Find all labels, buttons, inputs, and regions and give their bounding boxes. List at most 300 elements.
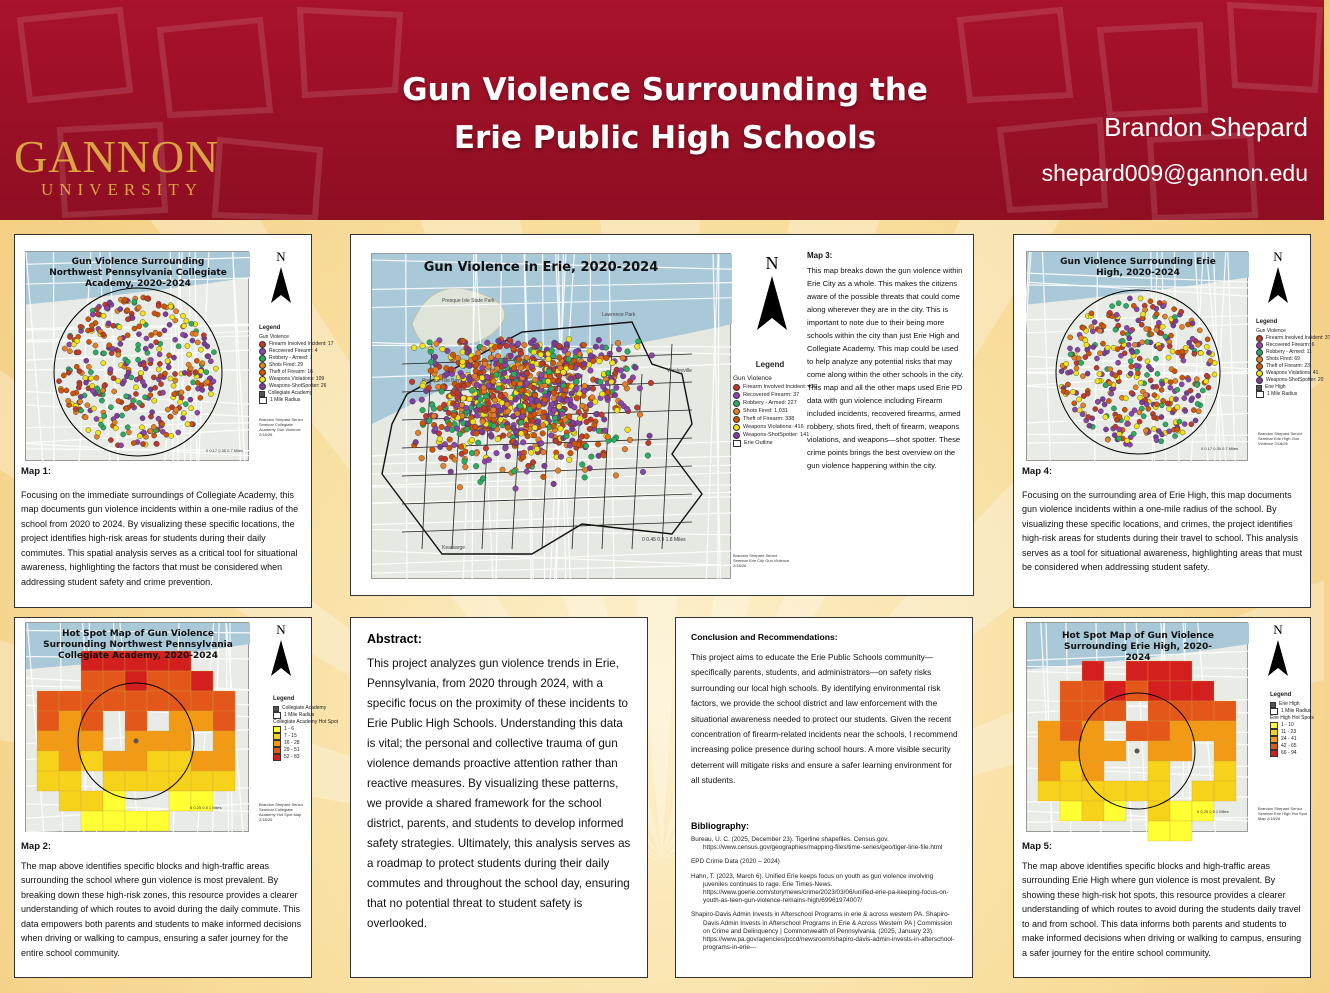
legend-title: Legend xyxy=(1256,319,1278,325)
incident-dot xyxy=(1137,356,1142,361)
incident-dot xyxy=(200,361,205,366)
incident-dot xyxy=(428,368,434,374)
incident-dot xyxy=(1128,359,1133,364)
legend-label: Collegiate Academy xyxy=(268,390,313,396)
incident-dot xyxy=(142,395,147,400)
incident-dot xyxy=(624,366,630,372)
legend-label: Firearm Involved Incident: 37 xyxy=(1266,335,1330,341)
incident-dot xyxy=(83,375,88,380)
hotspot-block xyxy=(1148,821,1170,841)
north-arrow-icon xyxy=(1266,638,1290,678)
incident-dot xyxy=(438,456,444,462)
map3-scale: 0 0.45 0.9 1.8 Miles xyxy=(642,537,686,543)
incident-dot xyxy=(502,370,508,376)
legend-title: Legend xyxy=(273,696,295,702)
legend-item xyxy=(259,397,311,404)
map2-image xyxy=(25,622,249,832)
incident-dot xyxy=(593,411,599,417)
map4-title: Gun Violence Surrounding Erie High, 2020-2024 xyxy=(1060,257,1216,278)
incident-dot xyxy=(574,379,580,385)
incident-dot xyxy=(1123,303,1128,308)
incident-dot xyxy=(538,352,544,358)
incident-dot xyxy=(569,426,575,432)
legend-label: Shots Fired: 69 xyxy=(1266,356,1300,362)
legend-swatch xyxy=(733,432,740,439)
incident-dot xyxy=(488,432,494,438)
incident-dot xyxy=(529,364,535,370)
incident-dot xyxy=(458,444,464,450)
incident-dot xyxy=(93,343,98,348)
bibliography-list xyxy=(691,836,959,958)
incident-dot xyxy=(101,313,106,318)
incident-dot xyxy=(116,398,121,403)
incident-dot xyxy=(1074,366,1079,371)
legend-label: Erie Outline xyxy=(744,440,773,446)
incident-dot xyxy=(572,405,578,411)
incident-dot xyxy=(549,348,555,354)
incident-dot xyxy=(503,446,509,452)
incident-dot xyxy=(86,317,91,322)
incident-dot xyxy=(455,355,461,361)
incident-dot xyxy=(1064,361,1069,366)
legend-swatch xyxy=(1270,743,1278,750)
incident-dot xyxy=(476,350,482,356)
incident-dot xyxy=(601,453,607,459)
incident-dot xyxy=(561,370,567,376)
incident-dot xyxy=(152,398,157,403)
legend-item xyxy=(259,390,311,397)
incident-dot xyxy=(546,356,552,362)
place-label: Presque Isle State Park xyxy=(442,298,495,304)
incident-dot xyxy=(526,463,532,469)
incident-dot xyxy=(499,400,505,406)
legend-label: Weapons Violations: 41 xyxy=(1266,370,1319,376)
north-arrow-icon xyxy=(269,638,293,678)
legend-swatch xyxy=(733,424,740,431)
abstract-body: This project analyzes gun violence trends in Erie, Pennsylvania, from 2020 through 2024, with a specific focus on the proximity of these incidents to Erie Public High Schools. Understanding this data is vital; the personal and collective trauma of gun violence demands proactive attention rather than reactive measures. By visualizing these patterns, we provide a shared framework for the school district, parents, and students to develop informed safety strategies. Ultimately, this analysis serves as a roadmap to protect students during their daily commutes and throughout the school day, ensuring that no potential threat to student safety is overlooked. xyxy=(367,657,631,930)
legend-swatch xyxy=(259,369,266,376)
incident-dot xyxy=(118,443,123,448)
incident-dot xyxy=(1138,395,1143,400)
legend-swatch xyxy=(1256,349,1263,356)
map2-panel xyxy=(14,617,339,978)
incident-dot xyxy=(1138,380,1143,385)
incident-dot xyxy=(614,408,620,414)
incident-dot xyxy=(505,425,511,431)
incident-dot xyxy=(494,450,500,456)
incident-dot xyxy=(474,413,480,419)
gannon-logo xyxy=(14,131,220,200)
legend-item xyxy=(273,719,339,726)
legend-item xyxy=(1256,384,1310,391)
incident-dot xyxy=(444,365,450,371)
incident-dot xyxy=(78,399,83,404)
incident-dot xyxy=(413,439,419,445)
hotspot-block xyxy=(191,751,213,771)
hotspot-block xyxy=(1148,701,1170,721)
map1-credit: Brandon Shepard Senior Seminar Collegiate Academy Gun Violence 2/18/26 xyxy=(259,417,304,437)
incident-dot xyxy=(1163,422,1168,427)
incident-dot xyxy=(646,440,652,446)
incident-dot xyxy=(1095,399,1100,404)
incident-dot xyxy=(546,369,552,375)
incident-dot xyxy=(612,371,618,377)
incident-dot xyxy=(597,379,603,385)
legend-item xyxy=(1256,363,1310,370)
hotspot-block xyxy=(37,691,59,711)
incident-dot xyxy=(131,440,136,445)
map1-caption xyxy=(21,465,309,589)
incident-dot xyxy=(1182,421,1187,426)
incident-dot xyxy=(582,467,588,473)
map2-caption-label: Map 2: xyxy=(21,841,52,852)
incident-dot xyxy=(1089,324,1094,329)
incident-dot xyxy=(201,333,206,338)
place-label: Kearsarge xyxy=(442,545,466,551)
incident-dot xyxy=(457,431,463,437)
incident-dot xyxy=(174,407,179,412)
legend-swatch xyxy=(733,400,740,407)
incident-dot xyxy=(211,379,216,384)
incident-dot xyxy=(1146,406,1151,411)
incident-dot xyxy=(172,371,177,376)
map5-title: Hot Spot Map of Gun Violence Surrounding Erie High, 2020-2024 xyxy=(1062,631,1214,663)
incident-dot xyxy=(550,360,556,366)
legend-label: Firearm Involved Incident: 17 xyxy=(269,341,334,347)
incident-dot xyxy=(171,383,176,388)
hotspot-block xyxy=(1170,801,1192,821)
hotspot-block xyxy=(1060,701,1082,721)
map1-legend-items xyxy=(259,341,334,404)
incident-dot xyxy=(498,408,504,414)
incident-dot xyxy=(637,385,643,391)
map3-dots-layer xyxy=(372,254,732,580)
incident-dot xyxy=(568,364,574,370)
incident-dot xyxy=(1122,407,1127,412)
legend-item xyxy=(733,439,807,447)
incident-dot xyxy=(1129,390,1134,395)
incident-dot xyxy=(1193,418,1198,423)
legend-title: Legend xyxy=(1270,692,1292,698)
legend-item xyxy=(1270,708,1310,715)
incident-dot xyxy=(157,346,162,351)
conclusion-body: This project aims to educate the Erie Public Schools community—specifically parents, students, and administrators—on safety risks surrounding our local high schools. By identifying environmental risk factors, we provide the school district and law enforcement with the situational awareness needed to protect our students. Given the recent concentration of firearm-related incidents near the schools, I recommend increasing police presence during school hours. A more visible security deterrent will mitigate risks and ensure a safer learning environment for all students. xyxy=(691,652,958,786)
incident-dot xyxy=(579,462,585,468)
incident-dot xyxy=(94,416,99,421)
incident-dot xyxy=(144,336,149,341)
incident-dot xyxy=(176,430,181,435)
incident-dot xyxy=(570,420,576,426)
incident-dot xyxy=(1190,321,1195,326)
incident-dot xyxy=(1143,428,1148,433)
hotspot-block xyxy=(1060,681,1082,701)
incident-dot xyxy=(541,449,547,455)
incident-dot xyxy=(437,406,443,412)
map2-caption xyxy=(21,840,309,960)
incident-dot xyxy=(56,379,61,384)
incident-dot xyxy=(582,388,588,394)
incident-dot xyxy=(542,397,548,403)
incident-dot xyxy=(557,343,563,349)
incident-dot xyxy=(602,428,608,434)
incident-dot xyxy=(548,432,554,438)
hotspot-block xyxy=(213,691,235,711)
hotspot-block xyxy=(1104,801,1126,821)
incident-dot xyxy=(1124,421,1129,426)
incident-dot xyxy=(555,468,561,474)
legend-item xyxy=(259,348,318,355)
map4-caption-text: Focusing on the surrounding area of Erie High, this map documents gun violence incidents within a one-mile radius of the school. By visualizing these specific locations, and crimes, the project identifies high-risk areas for students during their travel to school. This analysis serves as a tool for situational awareness, highlighting areas that must be considered when addressing student safety. xyxy=(1022,489,1303,572)
legend-label: 1 Mile Radius xyxy=(1281,708,1312,714)
incident-dot xyxy=(1170,349,1175,354)
legend-swatch xyxy=(1256,342,1263,349)
incident-dot xyxy=(465,350,471,356)
incident-dot xyxy=(1186,377,1191,382)
incident-dot xyxy=(1180,375,1185,380)
legend-swatch xyxy=(259,391,265,397)
incident-dot xyxy=(587,426,593,432)
incident-dot xyxy=(138,370,143,375)
incident-dot xyxy=(491,407,497,413)
incident-dot xyxy=(176,344,181,349)
incident-dot xyxy=(1162,314,1167,319)
incident-dot xyxy=(545,379,551,385)
hotspot-block xyxy=(147,671,169,691)
incident-dot xyxy=(83,380,88,385)
incident-dot xyxy=(452,457,458,463)
incident-dot xyxy=(122,297,127,302)
incident-dot xyxy=(1188,388,1193,393)
incident-dot xyxy=(1116,436,1121,441)
incident-dot xyxy=(409,379,415,385)
incident-dot xyxy=(119,413,124,418)
author-email: shepard009@gannon.edu xyxy=(1041,160,1308,186)
logo-subtitle: UNIVERSITY xyxy=(41,180,203,199)
incident-dot xyxy=(132,299,137,304)
map3-caption-label: Map 3: xyxy=(807,251,833,260)
incident-dot xyxy=(160,390,165,395)
incident-dot xyxy=(563,387,569,393)
incident-dot xyxy=(572,441,578,447)
incident-dot xyxy=(536,419,542,425)
hotspot-block xyxy=(59,691,81,711)
hotspot-block xyxy=(125,671,147,691)
incident-dot xyxy=(1065,382,1070,387)
incident-dot xyxy=(574,385,580,391)
map5-image xyxy=(1026,622,1248,832)
incident-dot xyxy=(1094,356,1099,361)
hotspot-block xyxy=(1148,761,1170,781)
incident-dot xyxy=(481,346,487,352)
incident-dot xyxy=(1102,402,1107,407)
legend-swatch xyxy=(1256,363,1263,370)
incident-dot xyxy=(1196,409,1201,414)
incident-dot xyxy=(1089,311,1094,316)
hotspot-block xyxy=(81,671,103,691)
legend-label: Theft of Firearm: 16 xyxy=(269,369,313,375)
incident-dot xyxy=(649,353,655,359)
incident-dot xyxy=(469,388,475,394)
incident-dot xyxy=(1115,360,1120,365)
incident-dot xyxy=(101,332,106,337)
hotspot-block xyxy=(103,811,125,831)
incident-dot xyxy=(180,415,185,420)
incident-dot xyxy=(582,475,588,481)
incident-dot xyxy=(94,307,99,312)
map2-scale: 0 0.25 0.5 1 Miles xyxy=(190,805,222,810)
incident-dot xyxy=(118,336,123,341)
incident-dot xyxy=(172,392,177,397)
legend-label: Collegiate Academy xyxy=(282,705,327,711)
legend-label: Erie High xyxy=(1265,384,1286,390)
incident-dot xyxy=(124,406,129,411)
incident-dot xyxy=(524,469,530,475)
incident-dot xyxy=(1180,430,1185,435)
incident-dot xyxy=(479,375,485,381)
incident-dot xyxy=(1197,328,1202,333)
incident-dot xyxy=(200,387,205,392)
incident-dot xyxy=(524,370,530,376)
hotspot-block xyxy=(1192,781,1214,801)
incident-dot xyxy=(1159,414,1164,419)
incident-dot xyxy=(153,385,158,390)
legend-item xyxy=(273,754,313,761)
incident-dot xyxy=(430,447,436,453)
hotspot-block xyxy=(1214,761,1236,781)
incident-dot xyxy=(70,391,75,396)
incident-dot xyxy=(1140,340,1145,345)
legend-item xyxy=(273,712,313,719)
incident-dot xyxy=(1080,374,1085,379)
map2-title: Hot Spot Map of Gun Violence Surrounding Northwest Pennsylvania Collegiate Academy, 2020-2024 xyxy=(43,629,233,661)
incident-dot xyxy=(1198,350,1203,355)
incident-dot xyxy=(1165,401,1170,406)
incident-dot xyxy=(596,337,602,343)
incident-dot xyxy=(513,486,519,492)
incident-dot xyxy=(541,414,547,420)
legend-item xyxy=(1256,356,1310,363)
map4-legend xyxy=(1256,319,1330,398)
incident-dot xyxy=(551,423,557,429)
incident-dot xyxy=(1172,369,1177,374)
incident-dot xyxy=(137,400,142,405)
incident-dot xyxy=(460,359,466,365)
incident-dot xyxy=(1159,387,1164,392)
legend-swatch xyxy=(259,341,266,348)
incident-dot xyxy=(451,412,457,418)
incident-dot xyxy=(1114,312,1119,317)
incident-dot xyxy=(1093,406,1098,411)
incident-dot xyxy=(1068,369,1073,374)
incident-dot xyxy=(473,407,479,413)
incident-dot xyxy=(588,368,594,374)
hotspot-block xyxy=(147,751,169,771)
legend-item xyxy=(1256,349,1310,356)
legend-label: 24 - 41 xyxy=(1281,736,1297,742)
legend-swatch xyxy=(1256,385,1262,391)
legend-label: 16 - 28 xyxy=(284,740,300,746)
incident-dot xyxy=(518,365,524,371)
incident-dot xyxy=(1196,342,1201,347)
legend-title: Legend xyxy=(755,360,785,369)
incident-dot xyxy=(563,417,569,423)
legend-label: 52 - 83 xyxy=(284,754,300,760)
incident-dot xyxy=(1149,367,1154,372)
incident-dot xyxy=(541,474,547,480)
incident-dot xyxy=(135,347,140,352)
legend-item xyxy=(1270,729,1310,736)
legend-label: Weapons-ShotSpotter: 26 xyxy=(269,383,327,389)
incident-dot xyxy=(551,481,557,487)
incident-dot xyxy=(86,339,91,344)
hotspot-block xyxy=(169,671,191,691)
incident-dot xyxy=(1167,344,1172,349)
incident-dot xyxy=(627,437,633,443)
hotspot-block xyxy=(1170,741,1192,761)
map5-caption xyxy=(1022,840,1306,960)
incident-dot xyxy=(524,422,530,428)
incident-dot xyxy=(190,338,195,343)
conclusion-panel xyxy=(675,617,973,978)
incident-dot xyxy=(538,440,544,446)
hotspot-block xyxy=(1038,761,1060,781)
legend-subtitle: Gun Violence xyxy=(733,375,772,382)
incident-dot xyxy=(1112,433,1117,438)
incident-dot xyxy=(1097,351,1102,356)
hotspot-block xyxy=(103,791,125,811)
hotspot-block xyxy=(1104,741,1126,761)
incident-dot xyxy=(1205,337,1210,342)
incident-dot xyxy=(1109,391,1114,396)
incident-dot xyxy=(605,389,611,395)
incident-dot xyxy=(1114,417,1119,422)
place-label: Wesleyville xyxy=(667,368,692,374)
incident-dot xyxy=(84,358,89,363)
incident-dot xyxy=(1132,342,1137,347)
incident-dot xyxy=(647,433,653,439)
incident-dot xyxy=(558,454,564,460)
incident-dot xyxy=(64,388,69,393)
incident-dot xyxy=(452,421,458,427)
incident-dot xyxy=(1145,339,1150,344)
incident-dot xyxy=(589,395,595,401)
legend-label: Shots Fired: 1,031 xyxy=(743,408,788,414)
incident-dot xyxy=(599,412,605,418)
incident-dot xyxy=(148,357,153,362)
incident-dot xyxy=(1077,408,1082,413)
incident-dot xyxy=(1070,389,1075,394)
hotspot-block xyxy=(125,811,147,831)
incident-dot xyxy=(614,385,620,391)
incident-dot xyxy=(495,436,501,442)
legend-label: Firearm Involved Incident: 429 xyxy=(743,384,817,390)
incident-dot xyxy=(518,420,524,426)
hotspot-block xyxy=(1148,801,1170,821)
incident-dot xyxy=(500,433,506,439)
map1-panel xyxy=(14,234,334,608)
incident-dot xyxy=(607,351,613,357)
incident-dot xyxy=(1100,341,1105,346)
incident-dot xyxy=(634,344,640,350)
incident-dot xyxy=(102,413,107,418)
incident-dot xyxy=(1151,415,1156,420)
incident-dot xyxy=(1154,438,1159,443)
incident-dot xyxy=(157,361,162,366)
incident-dot xyxy=(636,339,642,345)
incident-dot xyxy=(441,463,447,469)
legend-item xyxy=(259,355,311,362)
incident-dot xyxy=(588,353,594,359)
